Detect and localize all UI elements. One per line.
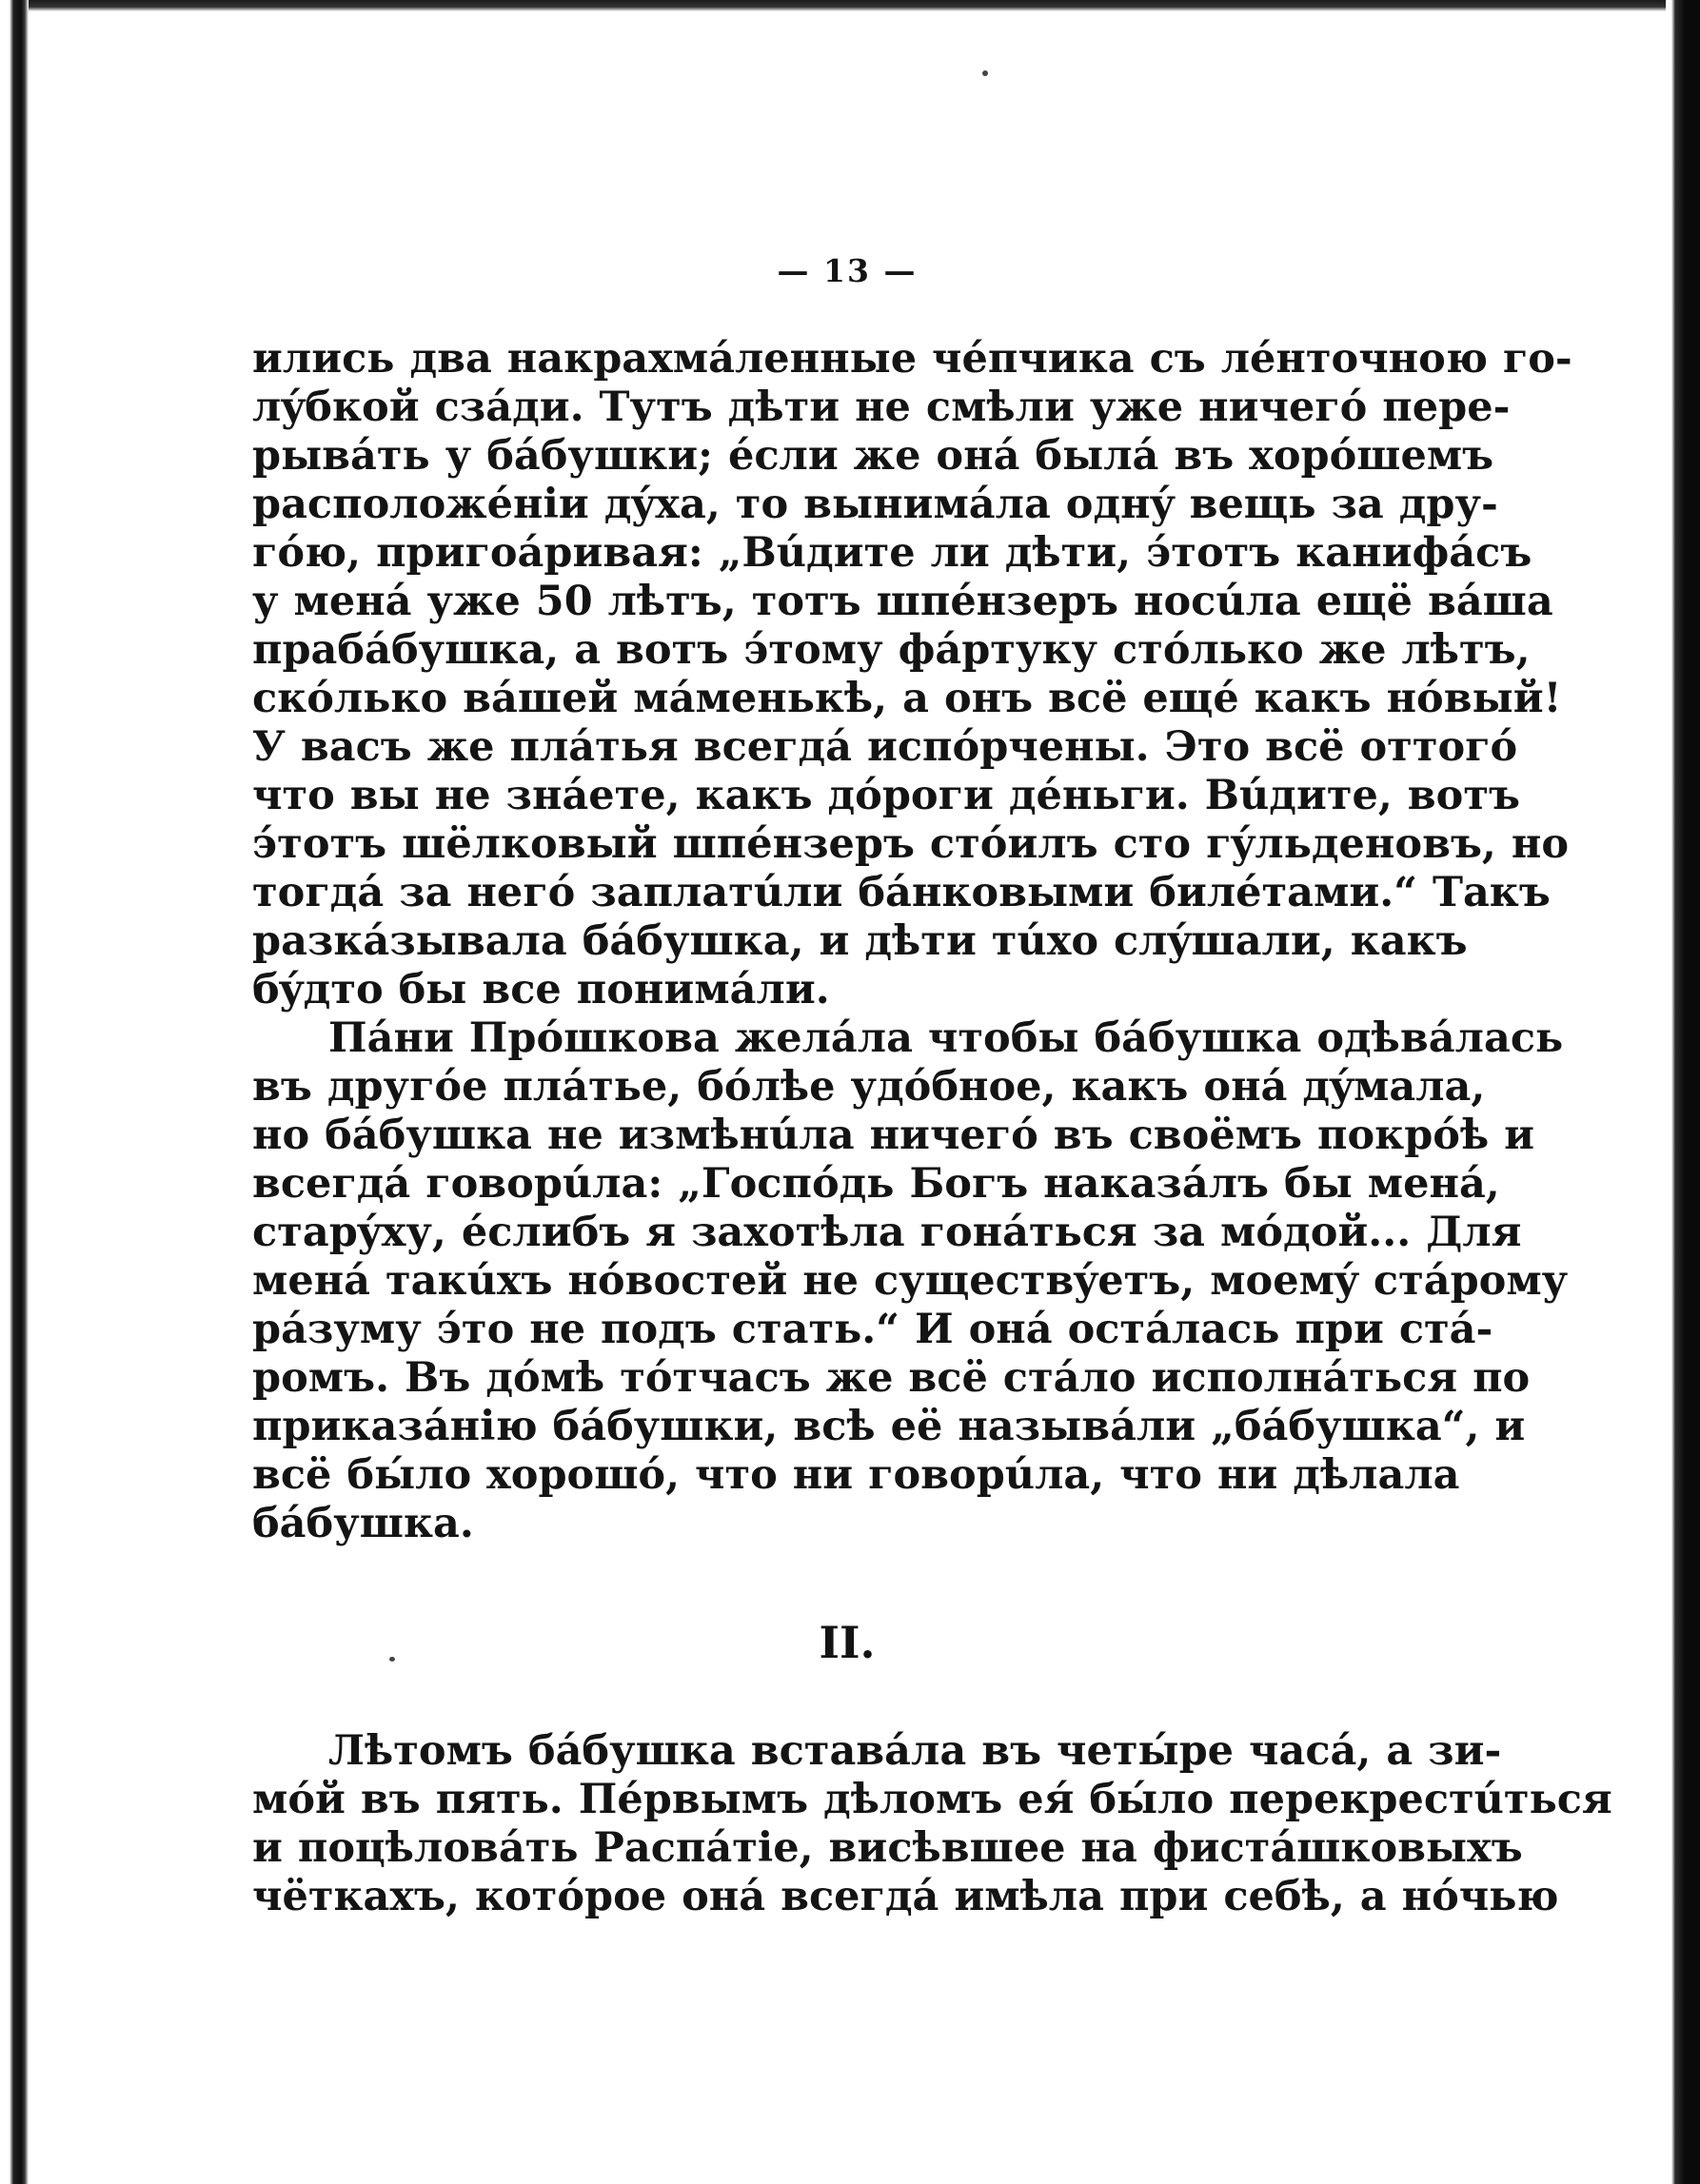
text-line: ились два накрахмáленные чéпчика съ лéнточною го-: [252, 335, 1572, 383]
text-line: старýху, éслибъ я захотѣла гонáться за мóдой... Для: [252, 1209, 1522, 1256]
page-number: — 13 —: [777, 252, 918, 289]
text-line: чётках‍ъ, котóрое онá всегдá имѣла при себѣ, а нóчью: [252, 1873, 1559, 1920]
text-line: разкáзывала бáбушка, и дѣти тúхо слýшали, какъ: [252, 917, 1468, 965]
text-line: ромъ. Въ дóмѣ тóтчасъ же всё стáло исполнáться по: [252, 1354, 1531, 1402]
text-line: расположéнiи дýха, то вынимáла однý вещь за дру-: [252, 481, 1498, 528]
scan-right-edge: [1666, 0, 1700, 2184]
text-line: менá такúхъ нóвостей не существýетъ, моемý стáрому: [252, 1257, 1569, 1305]
text-line: У васъ же плáтья всегдá испóрчены. Это всё оттогó: [252, 723, 1518, 771]
text-line: лýбкой сзáди. Тутъ дѣти не смѣли уже ничегó пере-: [252, 384, 1511, 431]
paragraph-2: [252, 1014, 1569, 1548]
text-line: тогдá за негó заплатúли бáнковыми билéтами.“ Такъ: [252, 869, 1551, 916]
text-line: что вы не знáете, какъ дóроги дéньги. Вúдите, вотъ: [252, 772, 1520, 819]
text-line: въ другóе плáтье, бóлѣе удóбное, какъ онá дýмала,: [252, 1063, 1486, 1111]
text-line: приказáнiю бáбушки, всѣ её назывáли „бáбушка“, и: [252, 1403, 1526, 1450]
text-line: всё бы́ло хорошó, что ни говорúла, что ни дѣлала: [252, 1451, 1460, 1499]
text-line: прабáбушка, а вотъ э́тому фáртуку стóлько же лѣтъ,: [252, 626, 1531, 674]
text-line: гóю, пригоáривая: „Вúдите ли дѣти, э́тотъ канифáсъ: [252, 529, 1532, 577]
page-body: [252, 252, 1612, 1921]
text-line: Лѣтомъ бáбушка вставáла въ четы́ре часá, а зи-: [328, 1727, 1502, 1775]
scan-left-edge: [0, 0, 29, 2184]
scan-top-edge: [0, 0, 1700, 11]
text-line: всегдá говорúла: „Госпóдь Богъ наказáлъ бы менá,: [252, 1160, 1500, 1208]
paragraph-3: [252, 1727, 1612, 1921]
text-line: и поцѣловáть Распáтiе, висѣвшее на фистáшковыхъ: [252, 1824, 1523, 1872]
text-line: бýдто бы все понимáли.: [252, 966, 830, 1013]
paragraph-1: [252, 335, 1572, 1014]
scan-speck: [982, 70, 988, 76]
text-line: рáзуму э́то не подъ стать.“ И онá остáлась при стá-: [252, 1306, 1493, 1353]
text-line: но бáбушка не измѣнúла ничегó въ своёмъ покрóѣ и: [252, 1112, 1535, 1159]
text-line: рывáть у бáбушки; éсли же онá былá въ хорóшемъ: [252, 432, 1494, 480]
text-line: э́тотъ шёлковый шпéнзеръ стóилъ сто гýльденовъ, но: [252, 820, 1570, 868]
text-line: у менá уже 50 лѣтъ, тотъ шпéнзеръ носúла ещё вáша: [252, 578, 1553, 625]
text-line: бáбушка.: [252, 1500, 474, 1547]
text-line: Пáни Прóшкова желáла чтобы бáбушка одѣвáлась: [328, 1014, 1564, 1062]
section-heading: II.: [819, 1617, 876, 1668]
text-line: скóлько вáшей мáменькѣ, а онъ всё ещé какъ нóвый!: [252, 675, 1562, 722]
text-line: мóй въ пять. Пéрвымъ дѣломъ ея́ бы́ло перекрестúться: [252, 1776, 1612, 1823]
